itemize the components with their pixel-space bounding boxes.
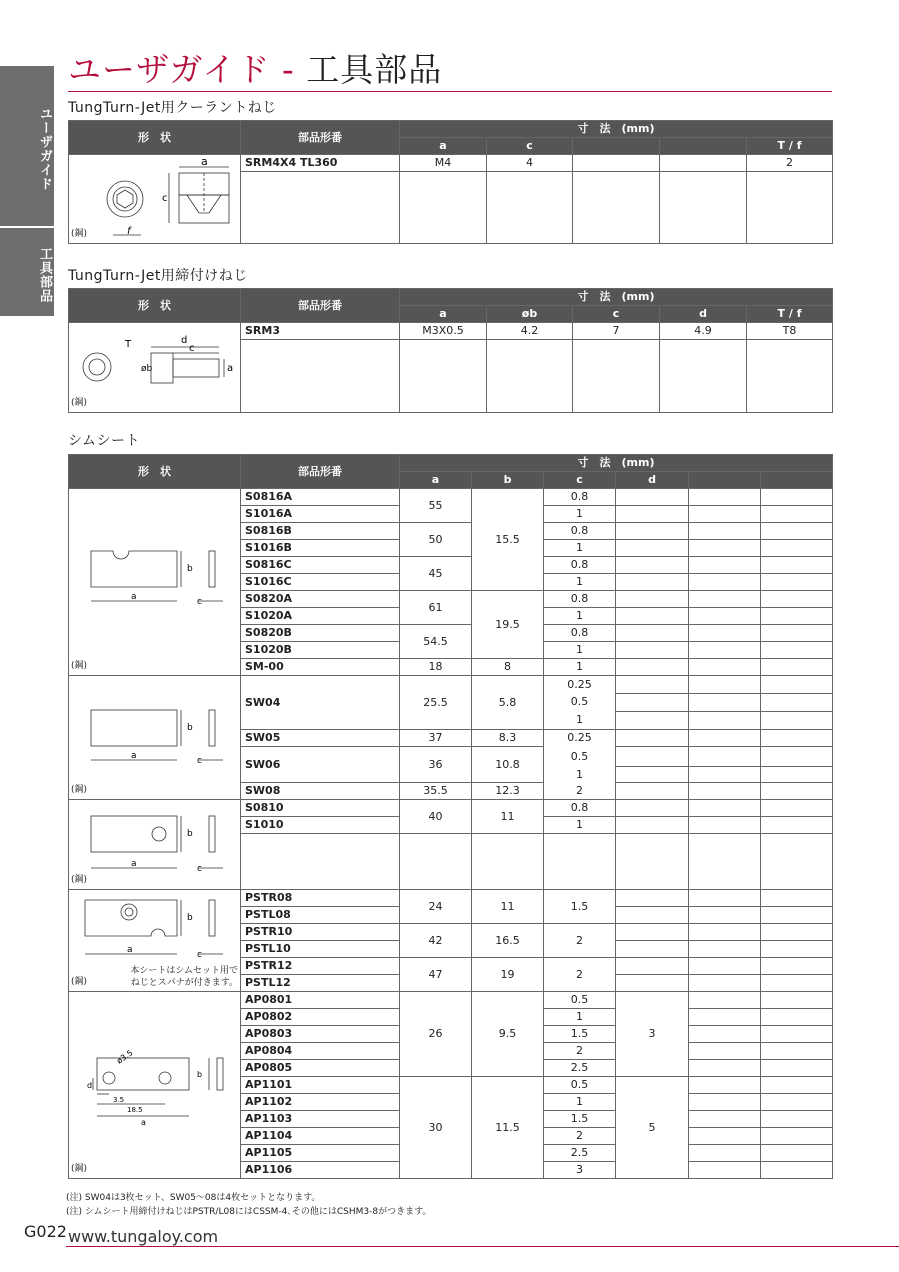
value-cell: 1 <box>544 659 616 676</box>
dim-label-18-5: 18.5 <box>127 1106 143 1114</box>
value-cell: 8.3 <box>472 730 544 747</box>
dim-label-c: c <box>197 950 202 960</box>
part-number: PSTR10 <box>241 924 400 941</box>
part-number: S1016B <box>241 540 400 557</box>
shim-ap-drawing <box>69 992 241 1178</box>
part-number: S1020B <box>241 642 400 659</box>
value-cell: 0.8 <box>544 489 616 506</box>
value-cell: 4 <box>487 155 573 172</box>
material-label: (鋼) <box>71 875 88 885</box>
coolant-table <box>68 120 833 244</box>
value-cell: 0.8 <box>544 523 616 540</box>
page-number: G022 <box>24 1222 67 1241</box>
col-header: a <box>400 472 472 489</box>
value-cell <box>660 155 747 172</box>
header-shape: 形 状 <box>69 121 241 155</box>
dim-label-a: a <box>141 1118 146 1127</box>
part-number: S1016C <box>241 574 400 591</box>
footer-divider <box>66 1246 899 1247</box>
part-number: PSTL08 <box>241 907 400 924</box>
part-number: AP1105 <box>241 1145 400 1162</box>
value-cell: 61 <box>400 591 472 625</box>
shim-figure-notch <box>69 489 241 676</box>
value-cell: 1 <box>544 506 616 523</box>
table-row <box>69 323 833 340</box>
clamp-screw-drawing <box>69 323 241 413</box>
header-dims: 寸 法 (mm) <box>400 289 833 306</box>
shim-figure-ap <box>69 992 241 1179</box>
dim-label-b: b <box>187 829 193 839</box>
value-cell: 0.5 <box>544 992 616 1009</box>
section-title-shim: シムシート <box>68 433 140 449</box>
shim-set-note: 本シートはシムセット用で ねじとスパナが付きます。 <box>130 966 238 988</box>
shim-figure-pst <box>69 890 241 992</box>
value-cell: 3 <box>544 1162 616 1179</box>
value-cell: 24 <box>400 890 472 924</box>
header-shape: 形 状 <box>69 455 241 489</box>
shim-figure-plain <box>69 676 241 800</box>
part-number: PSTR08 <box>241 890 400 907</box>
material-label: (鋼) <box>71 785 88 795</box>
value-cell: 45 <box>400 557 472 591</box>
value-cell: 8 <box>472 659 544 676</box>
value-cell: 3 <box>616 992 689 1077</box>
value-cell: 1 <box>544 642 616 659</box>
value-cell: 1 <box>544 711 616 729</box>
part-number: S0816A <box>241 489 400 506</box>
value-cell: 2 <box>544 924 616 958</box>
title-divider <box>68 91 832 92</box>
part-number: AP0805 <box>241 1060 400 1077</box>
material-label: (鋼) <box>71 229 88 239</box>
value-cell: 0.8 <box>544 591 616 608</box>
col-header <box>573 138 660 155</box>
part-number: AP1106 <box>241 1162 400 1179</box>
value-cell: 19.5 <box>472 591 544 659</box>
value-cell: 2 <box>747 155 833 172</box>
value-cell: 2.5 <box>544 1145 616 1162</box>
header-part-no: 部品形番 <box>241 121 400 155</box>
part-number: PSTR12 <box>241 958 400 975</box>
value-cell: 16.5 <box>472 924 544 958</box>
value-cell: 11 <box>472 800 544 834</box>
page-title: ユーザガイド - 工具部品 <box>68 50 443 89</box>
value-cell: 54.5 <box>400 625 472 659</box>
value-cell: 2 <box>544 1043 616 1060</box>
part-number: AP0802 <box>241 1009 400 1026</box>
value-cell: 1 <box>544 574 616 591</box>
dim-label-c: c <box>197 597 202 607</box>
value-cell: 35.5 <box>400 783 472 800</box>
value-cell: 0.5 <box>544 1077 616 1094</box>
part-number: AP1101 <box>241 1077 400 1094</box>
value-cell: 36 <box>400 747 472 783</box>
part-number: SW05 <box>241 730 400 747</box>
dim-label-c: c <box>189 343 195 354</box>
col-header: a <box>400 138 487 155</box>
value-cell: 0.5 <box>544 694 616 712</box>
dim-label-ob: øb <box>141 364 153 374</box>
value-cell: 30 <box>400 1077 472 1179</box>
value-cell: 55 <box>400 489 472 523</box>
col-header <box>660 138 747 155</box>
value-cell: 50 <box>400 523 472 557</box>
dim-label-3-5: 3.5 <box>113 1096 125 1104</box>
part-number: S0816B <box>241 523 400 540</box>
value-cell: 2 <box>544 958 616 992</box>
material-label: (鋼) <box>71 977 88 987</box>
part-number: SW06 <box>241 747 400 783</box>
value-cell: M4 <box>400 155 487 172</box>
part-number: SW04 <box>241 676 400 730</box>
col-header: T / f <box>747 138 833 155</box>
part-number: AP1103 <box>241 1111 400 1128</box>
dim-label-c: c <box>162 193 168 204</box>
value-cell: 40 <box>400 800 472 834</box>
value-cell: 18 <box>400 659 472 676</box>
clamp-table <box>68 288 833 413</box>
col-header <box>689 472 761 489</box>
part-number: PSTL12 <box>241 975 400 992</box>
footnote-1: (注) SW04は3枚セット、SW05～08は4枚セットとなります。 <box>66 1193 321 1203</box>
value-cell: 11.5 <box>472 1077 544 1179</box>
value-cell: 0.25 <box>544 676 616 694</box>
value-cell: 4.9 <box>660 323 747 340</box>
col-header: d <box>660 306 747 323</box>
value-cell: 1.5 <box>544 890 616 924</box>
value-cell: 15.5 <box>472 489 544 591</box>
value-cell: 1 <box>544 767 616 783</box>
material-label: (鋼) <box>71 1164 88 1174</box>
dim-label-a: a <box>127 945 133 955</box>
shim-plain-drawing <box>69 676 241 800</box>
dim-label-T: T <box>125 339 132 350</box>
dim-label-d: d <box>87 1081 93 1090</box>
part-number: S0820A <box>241 591 400 608</box>
value-cell: 11 <box>472 890 544 924</box>
shim-notch-drawing <box>69 489 241 675</box>
value-cell: 0.8 <box>544 625 616 642</box>
part-number: SW08 <box>241 783 400 800</box>
value-cell: 1 <box>544 608 616 625</box>
value-cell: 4.2 <box>487 323 573 340</box>
header-part-no: 部品形番 <box>241 455 400 489</box>
dim-label-a: a <box>201 155 208 168</box>
value-cell: 0.8 <box>544 557 616 574</box>
dim-label-b: b <box>187 723 193 733</box>
header-dims: 寸 法 (mm) <box>400 455 833 472</box>
shim-hole-drawing <box>69 800 241 888</box>
col-header: a <box>400 306 487 323</box>
col-header: c <box>487 138 573 155</box>
dim-label-b: b <box>187 564 193 574</box>
table-row <box>69 155 833 172</box>
part-number: SRM4X4 TL360 <box>241 155 400 172</box>
part-number: S1016A <box>241 506 400 523</box>
value-cell: 26 <box>400 992 472 1077</box>
value-cell: 42 <box>400 924 472 958</box>
part-number: AP0803 <box>241 1026 400 1043</box>
dim-label-b: b <box>187 913 193 923</box>
value-cell: 2 <box>544 783 616 800</box>
value-cell: 9.5 <box>472 992 544 1077</box>
part-number: S0820B <box>241 625 400 642</box>
value-cell <box>573 155 660 172</box>
value-cell: 1 <box>544 817 616 834</box>
value-cell: T8 <box>747 323 833 340</box>
value-cell: 0.5 <box>544 747 616 767</box>
value-cell: 1.5 <box>544 1111 616 1128</box>
value-cell: 10.8 <box>472 747 544 783</box>
part-number: S0816C <box>241 557 400 574</box>
col-header: c <box>573 306 660 323</box>
value-cell: 7 <box>573 323 660 340</box>
value-cell: 1 <box>544 540 616 557</box>
part-number: S1020A <box>241 608 400 625</box>
side-tab-user-guide[interactable]: ユーザガイド <box>0 66 54 226</box>
value-cell: 1 <box>544 1094 616 1111</box>
value-cell: M3X0.5 <box>400 323 487 340</box>
col-header: øb <box>487 306 573 323</box>
section-title-clamp: TungTurn-Jet用締付けねじ <box>68 268 248 284</box>
website-link[interactable]: www.tungaloy.com <box>68 1227 219 1246</box>
value-cell: 1.5 <box>544 1026 616 1043</box>
value-cell: 0.8 <box>544 800 616 817</box>
dim-label-c: c <box>197 756 202 766</box>
value-cell: 2 <box>544 1128 616 1145</box>
dim-label-a: a <box>131 859 137 869</box>
value-cell: 37 <box>400 730 472 747</box>
value-cell: 0.25 <box>544 730 616 747</box>
clamp-screw-figure <box>69 323 241 413</box>
part-number: AP1102 <box>241 1094 400 1111</box>
dim-label-f: f <box>127 226 131 237</box>
coolant-screw-drawing <box>69 155 241 243</box>
part-number: PSTL10 <box>241 941 400 958</box>
section-title-coolant: TungTurn-Jet用クーラントねじ <box>68 100 277 116</box>
col-header: b <box>472 472 544 489</box>
dim-label-d35: ø3.5 <box>114 1048 135 1066</box>
material-label: (鋼) <box>71 661 88 671</box>
value-cell: 19 <box>472 958 544 992</box>
dim-label-a: a <box>227 363 234 374</box>
dim-label-a: a <box>131 592 137 602</box>
shim-figure-hole <box>69 800 241 890</box>
footnote-2: (注) シムシート用締付けねじはPSTR/L08にはCSSM-4､その他にはCSHM3-8がつきます。 <box>66 1207 432 1217</box>
part-number: AP0804 <box>241 1043 400 1060</box>
part-number: AP1104 <box>241 1128 400 1145</box>
part-number: S0810 <box>241 800 400 817</box>
value-cell: 2.5 <box>544 1060 616 1077</box>
col-header <box>761 472 833 489</box>
part-number: AP0801 <box>241 992 400 1009</box>
dim-label-c: c <box>197 864 202 874</box>
part-number: SRM3 <box>241 323 400 340</box>
value-cell: 25.5 <box>400 676 472 730</box>
shim-table <box>68 454 833 1179</box>
col-header: c <box>544 472 616 489</box>
header-shape: 形 状 <box>69 289 241 323</box>
part-number: S1010 <box>241 817 400 834</box>
dim-label-a: a <box>131 751 137 761</box>
value-cell: 47 <box>400 958 472 992</box>
value-cell: 1 <box>544 1009 616 1026</box>
material-label: (鋼) <box>71 398 88 408</box>
value-cell: 5 <box>616 1077 689 1179</box>
col-header: d <box>616 472 689 489</box>
value-cell: 12.3 <box>472 783 544 800</box>
part-number: SM-00 <box>241 659 400 676</box>
value-cell: 5.8 <box>472 676 544 730</box>
col-header: T / f <box>747 306 833 323</box>
dim-label-d: d <box>181 335 188 346</box>
coolant-screw-figure <box>69 155 241 244</box>
side-tab-tool-parts[interactable]: 工具部品 <box>0 228 54 316</box>
header-part-no: 部品形番 <box>241 289 400 323</box>
header-dims: 寸 法 (mm) <box>400 121 833 138</box>
dim-label-b: b <box>197 1070 203 1079</box>
